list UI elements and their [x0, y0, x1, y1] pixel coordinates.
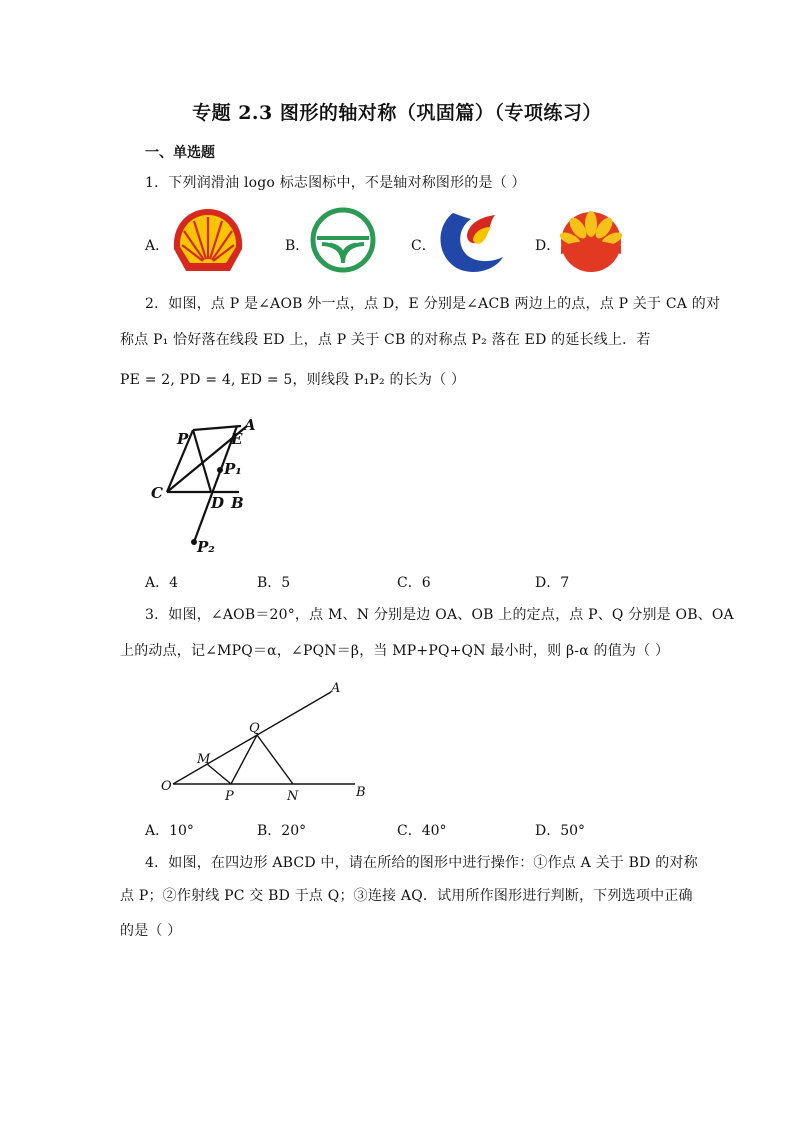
- q3-option-c: C．40°: [397, 823, 447, 839]
- q3-label-m: M: [197, 752, 211, 767]
- q3-option-b: B．20°: [257, 823, 307, 839]
- greatwall-logo-icon: [308, 207, 378, 273]
- q2-line3: PE = 2, PD = 4, ED = 5，则线段 P₁P₂ 的长为（ ）: [120, 372, 466, 388]
- q2-label-p1: P₁: [224, 460, 242, 478]
- q3-label-a: A: [331, 681, 341, 696]
- page-title: 专题 2.3 图形的轴对称（巩固篇）（专项练习）: [192, 102, 602, 124]
- section-heading: 一、单选题: [145, 145, 215, 161]
- q3-label-b: B: [356, 785, 366, 800]
- q3-line2: 上的动点，记∠MPQ＝α，∠PQN＝β，当 MP+PQ+QN 最小时，则 β-α 的值为（ ）: [120, 643, 670, 659]
- q1-option-b: B．: [285, 238, 310, 254]
- q3-line1: 3．如图，∠AOB＝20°，点 M、N 分别是边 OA、OB 上的定点，点 P、Q 分别是 OB、OA: [145, 607, 734, 623]
- q1-option-d: D．: [535, 238, 561, 254]
- q4-line2: 点 P；②作射线 PC 交 BD 于点 Q；③连接 AQ．试用所作图形进行判断，下列选项中正确: [120, 888, 693, 904]
- q3-figure: [155, 672, 385, 807]
- q4-line1: 4．如图，在四边形 ABCD 中，请在所给的图形中进行操作：①作点 A 关于 BD 的对称: [145, 855, 698, 871]
- q1-text: 1．下列润滑油 logo 标志图标中，不是轴对称图形的是（ ）: [145, 175, 526, 191]
- petrochina-logo-icon: [558, 206, 624, 276]
- q4-line3: 的是（ ）: [120, 923, 182, 939]
- q3-label-n: N: [287, 789, 299, 804]
- q2-label-p2: P₂: [197, 538, 215, 556]
- q1-option-a: A．: [145, 238, 170, 254]
- q2-label-c: C: [151, 484, 163, 502]
- sinopec-style-logo-icon: [433, 205, 507, 275]
- q2-figure: [145, 412, 265, 557]
- q2-option-c: C．6: [397, 575, 431, 591]
- q1-option-c: C．: [411, 238, 436, 254]
- q3-label-p: P: [225, 789, 234, 804]
- q2-option-d: D．7: [535, 575, 570, 591]
- q2-option-a: A．4: [145, 575, 179, 591]
- q3-label-o: O: [161, 779, 172, 794]
- q2-line2: 称点 P₁ 恰好落在线段 ED 上，点 P 关于 CB 的对称点 P₂ 落在 ED 的延长线上．若: [120, 332, 651, 348]
- q2-label-p: P: [177, 430, 189, 448]
- q2-line1: 2．如图，点 P 是∠AOB 外一点，点 D，E 分别是∠ACB 两边上的点，点 P 关于 CA 的对: [145, 296, 721, 312]
- q3-label-q: Q: [249, 721, 260, 736]
- q3-option-d: D．50°: [535, 823, 586, 839]
- q2-label-a: A: [244, 416, 256, 434]
- q3-option-a: A．10°: [145, 823, 194, 839]
- q2-option-b: B．5: [257, 575, 291, 591]
- shell-logo-icon: [170, 205, 246, 275]
- q2-label-e: E: [231, 430, 243, 448]
- q2-label-b: B: [231, 494, 244, 512]
- q2-label-d: D: [211, 494, 225, 512]
